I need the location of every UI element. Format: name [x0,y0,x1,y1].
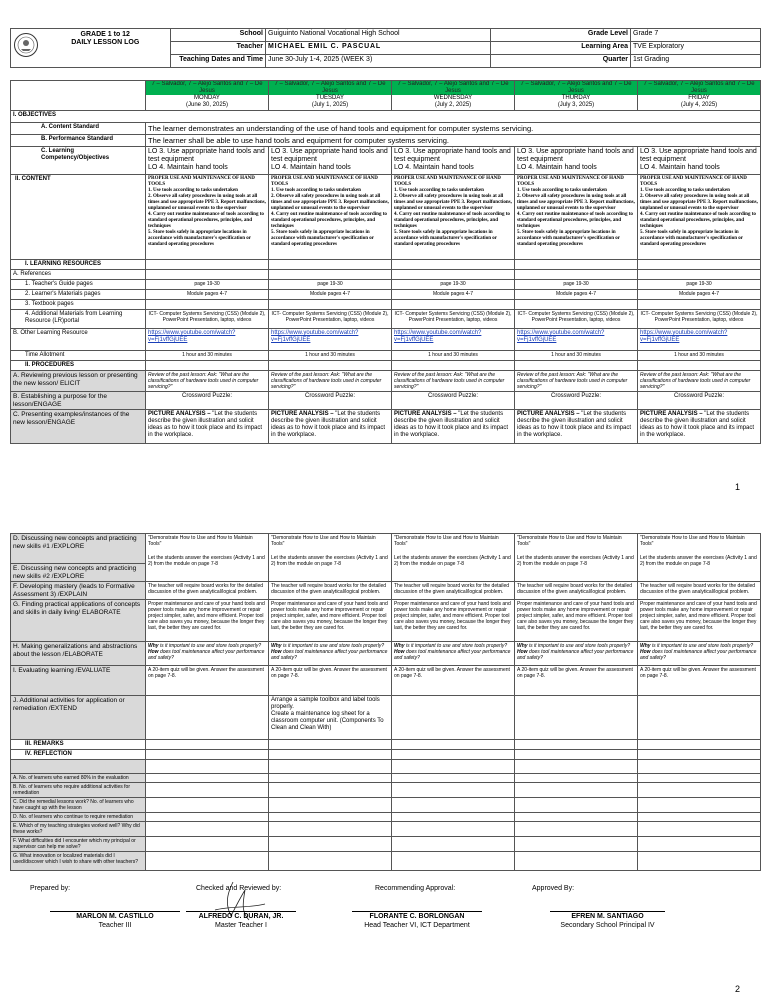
time-allotment-label: Time Allotment [11,351,146,361]
procedure-d-text: "Demonstrate How to Use and How to Maintain Tools" [394,535,499,547]
how-keyword: How [517,649,528,655]
competency-text: LO 3. Use appropriate hand tools and test equipment LO 4. Maintain hand tools [638,147,761,175]
time-allotment-value: 1 hour and 30 minutes [638,351,761,361]
day-col-2 [269,81,392,111]
procedure-g-text: Proper maintenance and care of your hand tools and power tools make any home improvement or repair project simpler, safer, and more efficient. Proper tool care also saves you money, because the longer they last, the better they are cared for. [269,600,392,642]
picture-analysis-text: "Let the students describe the given illustration and solicit ideas as to how it took place and its impact in the workplace. [640,411,755,438]
procedure-c-text [269,410,392,444]
procedure-d-text: "Demonstrate How to Use and How to Maintain Tools" [271,535,376,547]
time-allotment-value: 1 hour and 30 minutes [146,351,269,361]
how-question: does tool maintenance affect your performance and safety? [394,649,511,661]
dll-header-table [10,28,761,68]
time-allotment-value: 1 hour and 30 minutes [269,351,392,361]
references-label: A. References [11,270,146,280]
picture-analysis-text: "Let the students describe the given illustration and solicit ideas as to how it took place and its impact in the workplace. [148,411,263,438]
reflection-row-a: A. No. of learners who earned 80% in the evaluation [11,774,146,783]
procedure-c-text [515,410,638,444]
why-keyword: Why [394,643,405,649]
checked-by-label: Checked and Reviewed by: [196,885,282,892]
picture-analysis-label: PICTURE ANALYSIS – [517,411,580,417]
procedure-i-text: A 20-item quiz will be given. Answer the assessment on page 7-8. [146,666,269,696]
prepared-by-role: Teacher III [98,922,132,929]
performance-standard-text: The learner shall be able to use hand tools and equipment for computer systems servicing. [146,135,761,147]
section-label: 7 – Salvador, 7 – Alejo Santos and 7 – De Jesus [392,81,514,95]
procedure-f-text: The teacher will require board works for the detailed discussion of the given analytical/logical problem. [638,582,761,600]
procedure-a-text: Review of the past lesson: Ask: "What are the classifications of hardware tools used in computer servicing?" [392,371,515,392]
procedure-a-text: Review of the past lesson: Ask: "What are the classifications of hardware tools used in computer servicing?" [146,371,269,392]
dll-page-1 [10,28,760,444]
learning-area-label: Learning Area [491,42,631,55]
procedures-heading: II. PROCEDURES [11,361,146,371]
procedure-i-text: A 20-item quiz will be given. Answer the assessment on page 7-8. [392,666,515,696]
dates-value: June 30-July 1-4, 2025 (WEEK 3) [266,55,491,68]
competency-text: LO 3. Use appropriate hand tools and test equipment LO 4. Maintain hand tools [269,147,392,175]
youtube-link[interactable]: https://www.youtube.com/watch?v=Fj1vffGjUEE [515,329,638,351]
school-label: School [171,29,266,42]
objectives-heading: I. OBJECTIVES [11,111,761,123]
procedure-de-cell [515,534,638,582]
procedure-e-text: Let the students answer the exercises (Activity 1 and 2) from the module on page 7-8 [517,555,634,567]
procedure-c-text [392,410,515,444]
procedure-h-text [269,642,392,666]
approved-by-role: Secondary School Principal IV [560,922,655,929]
learners-materials-value: Module pages 4-7 [638,290,761,300]
day-date: (July 4, 2025) [680,102,718,108]
day-name: THURDAY [561,95,591,101]
competency-text: LO 3. Use appropriate hand tools and test equipment LO 4. Maintain hand tools [146,147,269,175]
day-date: (July 1, 2025) [311,102,349,108]
learners-materials-value: Module pages 4-7 [392,290,515,300]
how-question: does tool maintenance affect your performance and safety? [271,649,388,661]
recommending-name: FLORANTE C. BORLONGAN [352,911,482,920]
teachers-guide-value: page 19-30 [638,280,761,290]
additional-materials-value: ICT- Computer Systems Servicing (CSS) (Module 2), PowerPoint Presentation, laptop, videos [146,310,269,329]
procedure-b-text: Crossword Puzzle: [515,392,638,410]
deped-seal-icon [13,30,39,60]
recommending-label: Recommending Approval: [375,885,456,892]
procedure-e-label: E. Discussing new concepts and practicing new skills #2 /EXPLORE [11,564,146,582]
procedure-h-text [392,642,515,666]
day-header-row [11,81,761,111]
competency-label: C. Learning Competency/Objectives [11,147,146,175]
procedure-c-text [638,410,761,444]
procedure-i-label: I. Evaluating learning /EVALUATE [11,666,146,696]
teacher-value: MICHAEL EMIL C. PASCUAL [266,42,491,55]
procedure-j-text: Arrange a sample toolbox and label tools properly. Create a maintenance log sheet for a classroom computer unit. (Components To Clean and Clean With) [269,696,392,740]
school-value: Guiguinto National Vocational High School [266,29,491,42]
procedure-i-text: A 20-item quiz will be given. Answer the assessment on page 7-8. [269,666,392,696]
dll-main-table-2 [10,533,761,871]
learning-area-value: TVE Exploratory [631,42,761,55]
learners-materials-value: Module pages 4-7 [269,290,392,300]
textbook-label: 3. Textbook pages [11,300,146,310]
reflection-heading: IV. REFLECTION [11,750,146,760]
picture-analysis-text: "Let the students describe the given illustration and solicit ideas as to how it took place and its impact in the workplace. [271,411,386,438]
how-question: does tool maintenance affect your performance and safety? [148,649,265,661]
content-standard-label: A. Content Standard [11,123,146,135]
checked-by-name: ALFREDO C. DURAN, JR. [186,911,296,920]
procedure-a-text: Review of the past lesson: Ask: "What are the classifications of hardware tools used in computer servicing?" [269,371,392,392]
how-keyword: How [271,649,282,655]
time-allotment-value: 1 hour and 30 minutes [515,351,638,361]
approved-by-label: Approved By: [532,885,575,892]
recommending-role: Head Teacher VI, ICT Department [364,922,470,929]
procedure-b-text: Crossword Puzzle: [269,392,392,410]
day-name: WEDNESDAY [433,95,473,101]
content-text: PROPER USE AND MAINTENANCE OF HAND TOOLS 1. Use tools according to tasks undertaken 2. Observe all safety procedures in using tools at all times and use appropriate PPE 3. Report malfunctions, unplanned or unusual events to the supervisor 4. Carry out routine maintenance of tools according to standard operational procedures, principles, and techniques 5. Store tools safely in appropriate locations in accordance with manufacturer's specification or standard operating procedures [515,175,638,260]
reflection-row-g: G. What innovation or localized materials did I used/discover which I wish to share with other teachers? [11,852,146,871]
procedure-f-label: F. Developing mastery (leads to Formative Assessment 3) /EXPLAIN [11,582,146,600]
day-name: MONDAY [194,95,220,101]
procedure-g-text: Proper maintenance and care of your hand tools and power tools make any home improvement or repair project simpler, safer, and more efficient. Proper tool care also saves you money, because the longer they last, the better they are cared for. [515,600,638,642]
procedure-f-text: The teacher will require board works for the detailed discussion of the given analytical/logical problem. [515,582,638,600]
procedure-e-text: Let the students answer the exercises (Activity 1 and 2) from the module on page 7-8 [394,555,511,567]
procedure-f-text: The teacher will require board works for the detailed discussion of the given analytical/logical problem. [146,582,269,600]
dll-main-table-1 [10,80,761,444]
content-text: PROPER USE AND MAINTENANCE OF HAND TOOLS 1. Use tools according to tasks undertaken 2. Observe all safety procedures in using tools at all times and use appropriate PPE 3. Report malfunctions, unplanned or unusual events to the supervisor 4. Carry out routine maintenance of tools according to standard operational procedures, principles, and techniques 5. Store tools safely in appropriate locations in accordance with manufacturer's specification or standard operating procedures [146,175,269,260]
day-date: (July 2, 2025) [434,102,472,108]
section-label: 7 – Salvador, 7 – Alejo Santos and 7 – De Jesus [269,81,391,95]
why-keyword: Why [517,643,528,649]
teachers-guide-value: page 19-30 [515,280,638,290]
youtube-link[interactable]: https://www.youtube.com/watch?v=Fj1vffGjUEE [638,329,761,351]
why-question: is it important to use and store tools properly? [528,643,631,649]
content-text: PROPER USE AND MAINTENANCE OF HAND TOOLS 1. Use tools according to tasks undertaken 2. Observe all safety procedures in using tools at all times and use appropriate PPE 3. Report malfunctions, unplanned or unusual events to the supervisor 4. Carry out routine maintenance of tools according to standard operational procedures, principles, and techniques 5. Store tools safely in appropriate locations in accordance with manufacturer's specification or standard operating procedures [638,175,761,260]
procedure-h-text [146,642,269,666]
how-question: does tool maintenance affect your performance and safety? [640,649,757,661]
procedure-e-text: Let the students answer the exercises (Activity 1 and 2) from the module on page 7-8 [271,555,388,567]
checked-by-role: Master Teacher I [214,922,267,929]
procedure-de-cell [638,534,761,582]
day-col-4 [515,81,638,111]
competency-text: LO 3. Use appropriate hand tools and test equipment LO 4. Maintain hand tools [515,147,638,175]
additional-materials-value: ICT- Computer Systems Servicing (CSS) (Module 2), PowerPoint Presentation, laptop, videos [392,310,515,329]
day-name: TUESDAY [316,95,344,101]
day-col-5 [638,81,761,111]
content-label: II. CONTENT [11,175,146,260]
procedure-de-cell [269,534,392,582]
procedure-b-text: Crossword Puzzle: [638,392,761,410]
reflection-row-f: F. What difficulties did I encounter which my principal or supervisor can help me solve? [11,837,146,852]
procedure-f-text: The teacher will require board works for the detailed discussion of the given analytical/logical problem. [269,582,392,600]
log-title: DAILY LESSON LOG [71,39,140,46]
additional-materials-label: 4. Additional Materials from Learning Resource (LR)portal [11,310,146,329]
competency-text: LO 3. Use appropriate hand tools and test equipment LO 4. Maintain hand tools [392,147,515,175]
procedure-f-text: The teacher will require board works for the detailed discussion of the given analytical/logical problem. [392,582,515,600]
day-name: FRIDAY [688,95,710,101]
why-keyword: Why [148,643,159,649]
procedure-d-text: "Demonstrate How to Use and How to Maintain Tools" [640,535,745,547]
reflection-row-c: C. Did the remedial lessons work? No. of learners who have caught up with the lesson [11,798,146,813]
why-question: is it important to use and store tools properly? [282,643,385,649]
picture-analysis-label: PICTURE ANALYSIS – [640,411,703,417]
grade-level-value: Grade 7 [631,29,761,42]
content-text: PROPER USE AND MAINTENANCE OF HAND TOOLS 1. Use tools according to tasks undertaken 2. Observe all safety procedures in using tools at all times and use appropriate PPE 3. Report malfunctions, unplanned or unusual events to the supervisor 4. Carry out routine maintenance of tools according to standard operational procedures, principles, and techniques 5. Store tools safely in appropriate locations in accordance with manufacturer's specification or standard operating procedures [392,175,515,260]
reflection-row-d: D. No. of learners who continue to require remediation [11,813,146,822]
quarter-value: 1st Grading [631,55,761,68]
procedure-a-text: Review of the past lesson: Ask: "What are the classifications of hardware tools used in computer servicing?" [515,371,638,392]
procedure-d-text: "Demonstrate How to Use and How to Maintain Tools" [517,535,622,547]
procedure-e-text: Let the students answer the exercises (Activity 1 and 2) from the module on page 7-8 [640,555,757,567]
learning-resources-heading: I. LEARNING RESOURCES [11,260,146,270]
reflection-row-e: E. Which of my teaching strategies worked well? Why did these works? [11,822,146,837]
procedure-i-text: A 20-item quiz will be given. Answer the assessment on page 7-8. [515,666,638,696]
youtube-link[interactable]: https://www.youtube.com/watch?v=Fj1vffGjUEE [392,329,515,351]
how-keyword: How [640,649,651,655]
procedure-i-text: A 20-item quiz will be given. Answer the assessment on page 7-8. [638,666,761,696]
remarks-heading: III. REMARKS [11,740,146,750]
section-label: 7 – Salvador, 7 – Alejo Santos and 7 – De Jesus [638,81,760,95]
procedure-g-text: Proper maintenance and care of your hand tools and power tools make any home improvement or repair project simpler, safer, and more efficient. Proper tool care also saves you money, because the longer they last, the better they are cared for. [638,600,761,642]
performance-standard-label: B. Performance Standard [11,135,146,147]
procedure-de-cell [392,534,515,582]
procedure-de-cell [146,534,269,582]
section-label: 7 – Salvador, 7 – Alejo Santos and 7 – De Jesus [515,81,637,95]
learners-materials-value: Module pages 4-7 [146,290,269,300]
other-resource-label: B. Other Learning Resource [11,329,146,351]
procedure-b-label: B. Establishing a purpose for the lesson/ENGAGE [11,392,146,410]
why-keyword: Why [271,643,282,649]
procedure-b-text: Crossword Puzzle: [146,392,269,410]
picture-analysis-label: PICTURE ANALYSIS – [394,411,457,417]
prepared-by-label: Prepared by: [30,885,71,892]
procedure-h-text [515,642,638,666]
dll-page-2 [10,533,760,871]
grade-level-label: Grade Level [491,29,631,42]
section-label: 7 – Salvador, 7 – Alejo Santos and 7 – De Jesus [146,81,268,95]
deped-seal-cell [11,29,41,68]
content-standard-text: The learner demonstrates an understanding of the use of hand tools and equipment for computer systems servicing. [146,123,761,135]
day-col-1 [146,81,269,111]
reflection-row-b: B. No. of learners who require additional activities for remediation [11,783,146,798]
additional-materials-value: ICT- Computer Systems Servicing (CSS) (Module 2), PowerPoint Presentation, laptop, videos [515,310,638,329]
why-question: is it important to use and store tools properly? [159,643,262,649]
procedure-h-text [638,642,761,666]
procedure-c-label: C. Presenting examples/instances of the new lesson/ENGAGE [11,410,146,444]
dates-label: Teaching Dates and Time [171,55,266,68]
picture-analysis-label: PICTURE ANALYSIS – [271,411,334,417]
page-number-1: 1 [735,482,741,492]
procedure-j-label: J. Additional activities for application or remediation /EXTEND [11,696,146,740]
procedure-h-label: H. Making generalizations and abstractions about the lesson /ELABORATE [11,642,146,666]
procedure-d-text: "Demonstrate How to Use and How to Maintain Tools" [148,535,253,547]
prepared-by-name: MARLON M. CASTILLO [50,911,180,920]
teachers-guide-value: page 19-30 [146,280,269,290]
time-allotment-value: 1 hour and 30 minutes [392,351,515,361]
teachers-guide-value: page 19-30 [269,280,392,290]
picture-analysis-label: PICTURE ANALYSIS – [148,411,211,417]
content-text: PROPER USE AND MAINTENANCE OF HAND TOOLS 1. Use tools according to tasks undertaken 2. Observe all safety procedures in using tools at all times and use appropriate PPE 3. Report malfunctions, unplanned or unusual events to the supervisor 4. Carry out routine maintenance of tools according to standard operational procedures, principles, and techniques 5. Store tools safely in appropriate locations in accordance with manufacturer's specification or standard operating procedures [269,175,392,260]
quarter-label: Quarter [491,55,631,68]
how-question: does tool maintenance affect your performance and safety? [517,649,634,661]
additional-materials-value: ICT- Computer Systems Servicing (CSS) (Module 2), PowerPoint Presentation, laptop, videos [638,310,761,329]
procedure-a-text: Review of the past lesson: Ask: "What are the classifications of hardware tools used in computer servicing?" [638,371,761,392]
approved-by-name: EFREN M. SANTIAGO [550,911,665,920]
why-question: is it important to use and store tools properly? [405,643,508,649]
page-number-2: 2 [735,984,741,994]
procedure-g-label: G. Finding practical applications of concepts and skills in daily living/ ELABORATE [11,600,146,642]
why-question: is it important to use and store tools properly? [651,643,754,649]
youtube-link[interactable]: https://www.youtube.com/watch?v=Fj1vffGjUEE [146,329,269,351]
picture-analysis-text: "Let the students describe the given illustration and solicit ideas as to how it took place and its impact in the workplace. [394,411,509,438]
procedure-c-text [146,410,269,444]
procedure-g-text: Proper maintenance and care of your hand tools and power tools make any home improvement or repair project simpler, safer, and more efficient. Proper tool care also saves you money, because the longer they last, the better they are cared for. [146,600,269,642]
day-col-3 [392,81,515,111]
teacher-label: Teacher [171,42,266,55]
picture-analysis-text: "Let the students describe the given illustration and solicit ideas as to how it took place and its impact in the workplace. [517,411,632,438]
day-date: (July 3, 2025) [557,102,595,108]
day-date: (June 30, 2025) [185,102,229,108]
learners-materials-value: Module pages 4-7 [515,290,638,300]
youtube-link[interactable]: https://www.youtube.com/watch?v=Fj1vffGjUEE [269,329,392,351]
learners-materials-label: 2. Learner's Materials pages [11,290,146,300]
procedure-e-text: Let the students answer the exercises (Activity 1 and 2) from the module on page 7-8 [148,555,265,567]
why-keyword: Why [640,643,651,649]
procedure-g-text: Proper maintenance and care of your hand tools and power tools make any home improvement or repair project simpler, safer, and more efficient. Proper tool care also saves you money, because the longer they last, the better they are cared for. [392,600,515,642]
grade-range: GRADE 1 to 12 [80,31,130,38]
how-keyword: How [148,649,159,655]
teachers-guide-value: page 19-30 [392,280,515,290]
additional-materials-value: ICT- Computer Systems Servicing (CSS) (Module 2), PowerPoint Presentation, laptop, videos [269,310,392,329]
procedure-a-label: A. Reviewing previous lesson or presenting the new lesson/ ELICIT [11,371,146,392]
procedure-b-text: Crossword Puzzle: [392,392,515,410]
how-keyword: How [394,649,405,655]
procedure-d-label: D. Discussing new concepts and practicing new skills #1 /EXPLORE [11,534,146,564]
teachers-guide-label: 1. Teacher's Guide pages [11,280,146,290]
